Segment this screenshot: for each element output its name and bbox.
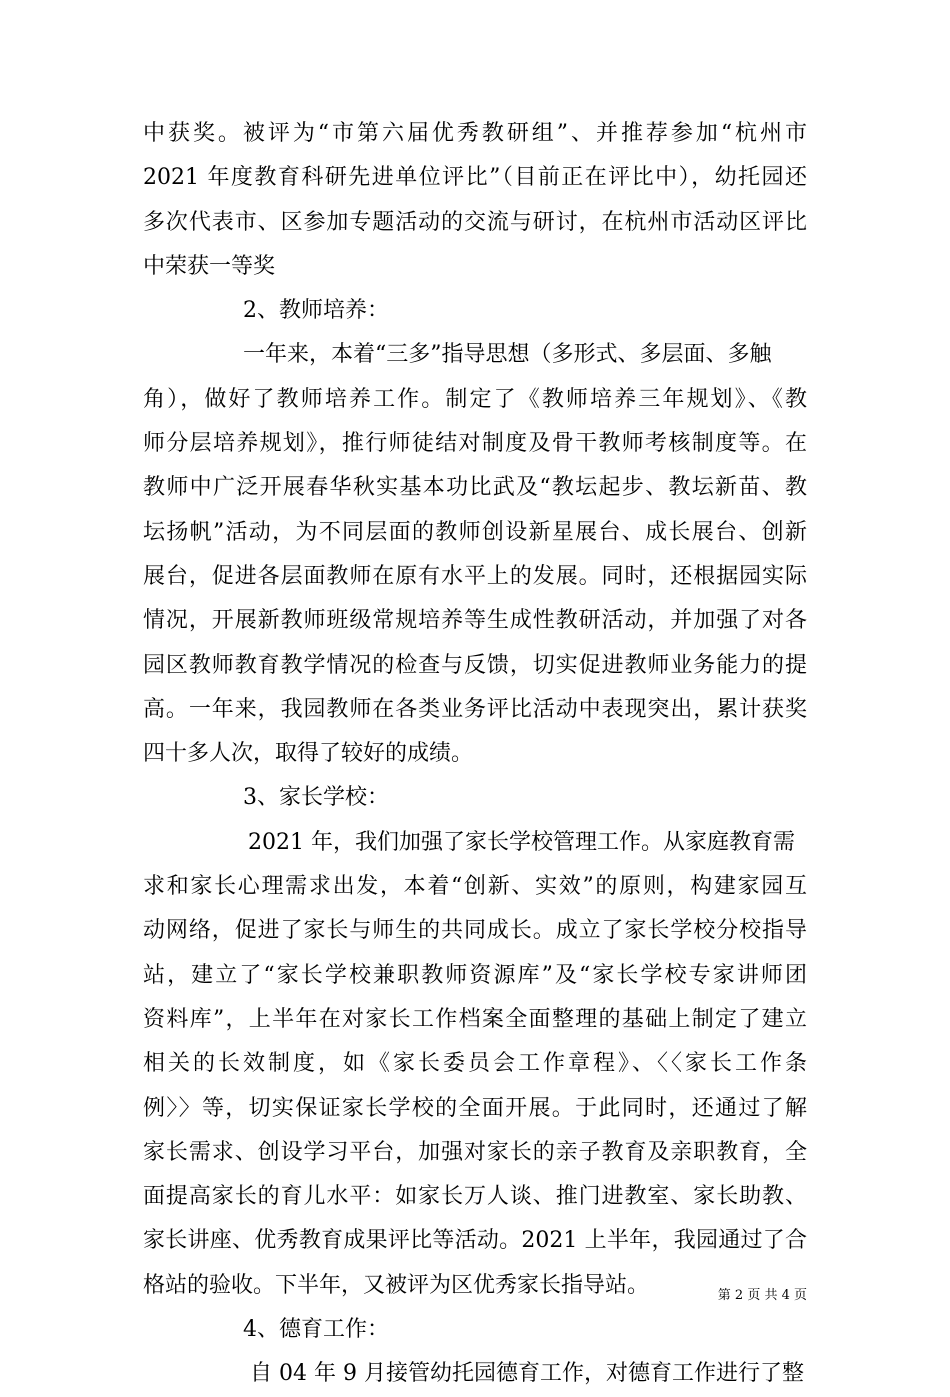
text-line: 家长讲座、优秀教育成果评比等活动。2021 上半年，我园通过了合 — [143, 1228, 807, 1254]
text-line: 面提高家长的育儿水平：如家长万人谈、推门进教室、家长助教、 — [143, 1184, 807, 1210]
document-body — [143, 112, 807, 1397]
text-line: 中荣获一等奖 — [143, 253, 276, 279]
text-line: 师分层培养规划》，推行师徒结对制度及骨干教师考核制度等。在 — [143, 431, 807, 457]
text-line: 格站的验收。下半年，又被评为区优秀家长指导站。 — [143, 1272, 650, 1298]
text-line: 资料库”，上半年在对家长工作档案全面整理的基础上制定了建立 — [143, 1006, 807, 1032]
text-line: 多次代表市、区参加专题活动的交流与研讨，在杭州市活动区评比 — [143, 209, 807, 235]
text-line: 家长需求、创设学习平台，加强对家长的亲子教育及亲职教育，全 — [143, 1139, 807, 1165]
text-line: 自 04 年 9 月接管幼托园德育工作，对德育工作进行了整 — [250, 1361, 804, 1387]
text-line: 2021 年，我们加强了家长学校管理工作。从家庭教育需 — [248, 829, 795, 855]
section-heading-parent-school: 3、家长学校： — [243, 785, 389, 811]
text-line: 中获奖。被评为“市第六届优秀教研组”、并推荐参加“杭州市 — [143, 121, 807, 146]
text-line: 求和家长心理需求出发，本着“创新、实效”的原则，构建家园互 — [143, 874, 807, 900]
text-line: 高。一年来，我园教师在各类业务评比活动中表现突出，累计获奖 — [143, 696, 807, 722]
text-line: 情况，开展新教师班级常规培养等生成性教研活动，并加强了对各 — [143, 608, 807, 634]
text-line: 站，建立了“家长学校兼职教师资源库”及“家长学校专家讲师团 — [143, 962, 807, 988]
text-line: 2021 年度教育科研先进单位评比”（目前正在评比中），幼托园还 — [143, 165, 807, 191]
text-line: 教师中广泛开展春华秋实基本功比武及“教坛起步、教坛新苗、教 — [143, 475, 807, 501]
text-line: 坛扬帆”活动，为不同层面的教师创设新星展台、成长展台、创新 — [143, 519, 807, 545]
section-heading-teacher-training: 2、教师培养： — [243, 298, 389, 324]
page-number-footer: 第 2 页 共 4 页 — [717, 1288, 807, 1303]
text-line: 动网络，促进了家长与师生的共同成长。成立了家长学校分校指导 — [143, 918, 807, 944]
section-heading-moral-education: 4、德育工作： — [243, 1317, 389, 1343]
text-line: 展台，促进各层面教师在原有水平上的发展。同时，还根据园实际 — [143, 563, 807, 589]
text-line: 例〉〉等，切实保证家长学校的全面开展。于此同时，还通过了解 — [143, 1095, 807, 1121]
text-line: 四十多人次，取得了较好的成绩。 — [143, 741, 474, 767]
text-line: 一年来，本着“三多”指导思想（多形式、多层面、多触 — [243, 342, 772, 368]
text-line: 相关的长效制度，如《家长委员会工作章程》、〈〈家长工作条 — [143, 1051, 807, 1077]
text-line: 园区教师教育教学情况的检查与反馈，切实促进教师业务能力的提 — [143, 652, 807, 678]
text-line: 角），做好了教师培养工作。制定了《教师培养三年规划》、《教 — [143, 386, 807, 412]
